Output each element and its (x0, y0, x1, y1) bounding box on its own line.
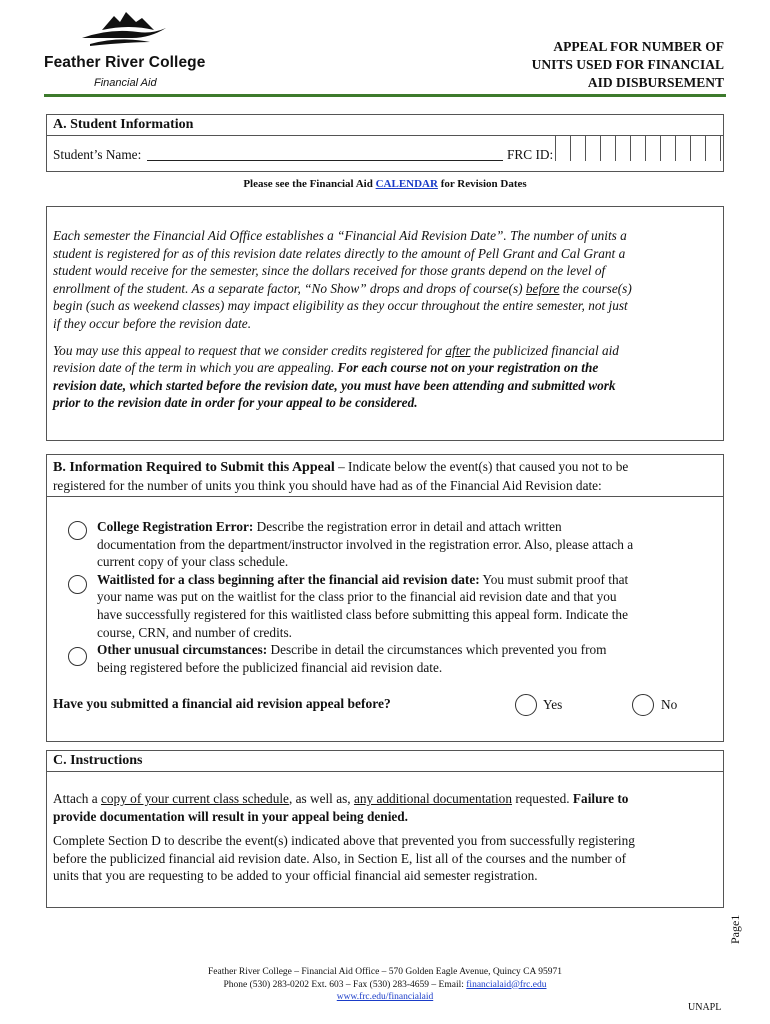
info-p1-line5: begin (such as weekend classes) may impact eligibility as they occur throughout the entire semester, not just (53, 298, 628, 314)
option2-line4: course, CRN, and number of credits. (97, 624, 292, 640)
footer-line1: Feather River College – Financial Aid Office – 570 Golden Eagle Avenue, Quincy CA 95971 (208, 967, 562, 977)
info-p2-line1: You may use this appeal to request that we consider credits registered for after the publicized financial aid (53, 342, 619, 358)
section-a-title: A. Student Information (53, 117, 194, 132)
footer-line2: Phone (530) 283-0202 Ext. 603 – Fax (530) 283-4659 – Email: financialaid@frc.edu (223, 979, 547, 990)
info-p1-line1: Each semester the Financial Aid Office establishes a “Financial Aid Revision Date”. The number of units a (53, 228, 627, 243)
calendar-note (0, 178, 770, 190)
section-b-subtitle: registered for the number of units you think you should have had as of the Financial Aid Revision date: (53, 477, 602, 493)
option1-line1: College Registration Error: Describe the registration error in detail and attach written (97, 519, 562, 534)
instructions-p2-line3: units that you are requesting to be added to your official financial aid semester registration. (53, 868, 538, 884)
option2-line3: have successfully registered for this waitlisted class before submitting this appeal form. Indicate the (97, 606, 628, 622)
student-name-field[interactable] (147, 160, 503, 161)
option3-line1: Other unusual circumstances: Describe in detail the circumstances which prevented you from (97, 642, 607, 658)
option3-line2: being registered before the publicized financial aid revision date. (97, 659, 443, 675)
section-b-title: B. Information Required to Submit this Appeal – Indicate below the event(s) that caused you not to be (53, 459, 629, 475)
department-name: Financial Aid (94, 77, 157, 89)
info-p2-line2: revision date of the term in which you are appealing. For each course not on your registration on the (53, 360, 599, 376)
option1-line2: documentation from the department/instructor involved in the registration error. Also, please attach a (97, 536, 634, 552)
section-c-title: C. Instructions (53, 753, 143, 768)
previous-appeal-yes-radio[interactable] (515, 694, 537, 716)
previous-appeal-question: Have you submitted a financial aid revision appeal before? (53, 696, 391, 711)
frc-id-label: FRC ID: (507, 147, 554, 162)
yes-label: Yes (543, 697, 563, 712)
header-divider (44, 94, 726, 97)
footer-email-link[interactable]: financialaid@frc.edu (466, 979, 547, 990)
option1-line3: current copy of your class schedule. (97, 554, 289, 570)
college-logo-mountain-icon (80, 8, 170, 50)
college-name: Feather River College (44, 54, 206, 71)
footer-website-link[interactable]: www.frc.edu/financialaid (336, 992, 434, 1002)
waitlisted-class-radio[interactable] (68, 575, 87, 594)
no-label: No (661, 697, 678, 712)
footer-address (0, 966, 770, 1004)
info-p2-line3: revision date, which started before the revision date, you must have been attending and submitted work (53, 377, 616, 393)
info-p1-line6: if they occur before the revision date. (53, 315, 252, 331)
other-circumstances-radio[interactable] (68, 647, 87, 666)
student-name-label: Student’s Name: (53, 147, 142, 162)
option2-line1: Waitlisted for a class beginning after the financial aid revision date: You must submit proof that (97, 571, 629, 587)
frc-id-field[interactable] (555, 135, 724, 161)
instructions-p2-line2: before the publicized financial aid revision date. Also, in Section E, list all of the courses and the number of (53, 850, 627, 866)
info-p1-line2: student is registered for as of this revision date relates directly to the amount of Pell Grant and Cal Grant a (53, 245, 626, 261)
page-number: Page1 (728, 914, 742, 944)
calendar-note-pre: Please see the Financial Aid (243, 178, 373, 190)
instructions-p1-line1: Attach a copy of your current class schedule, as well as, any additional documentation requested. Failure to (53, 791, 629, 806)
college-registration-error-radio[interactable] (68, 521, 87, 540)
section-a-box (46, 114, 724, 172)
calendar-note-post: for Revision Dates (440, 178, 527, 190)
section-c-box (46, 750, 724, 908)
calendar-link[interactable]: CALENDAR (375, 178, 438, 190)
option2-line2: your name was put on the waitlist for the class prior to the financial aid revision date and that you (97, 589, 617, 605)
info-p1-line3: student would receive for the semester, since the dollars received for those grants depend on the level of (53, 263, 606, 279)
title-line-2: UNITS USED FOR FINANCIAL (531, 57, 724, 72)
title-line-1: APPEAL FOR NUMBER OF (553, 39, 724, 54)
revision-info-box (46, 206, 724, 441)
info-p2-line4: prior to the revision date in order for your appeal to be considered. (53, 395, 418, 411)
instructions-p1-line2: provide documentation will result in your appeal being denied. (53, 808, 409, 824)
form-code: UNAPL (688, 1002, 722, 1013)
section-b-box (46, 454, 724, 742)
instructions-p2-line1: Complete Section D to describe the event(s) indicated above that prevented you from successfully registering (53, 833, 635, 849)
info-p1-line4: enrollment of the student. As a separate factor, “No Show” drops and drops of course(s) before the course(s) (53, 280, 632, 296)
document-title (464, 38, 724, 92)
previous-appeal-no-radio[interactable] (632, 694, 654, 716)
title-line-3: AID DISBURSEMENT (587, 75, 724, 90)
